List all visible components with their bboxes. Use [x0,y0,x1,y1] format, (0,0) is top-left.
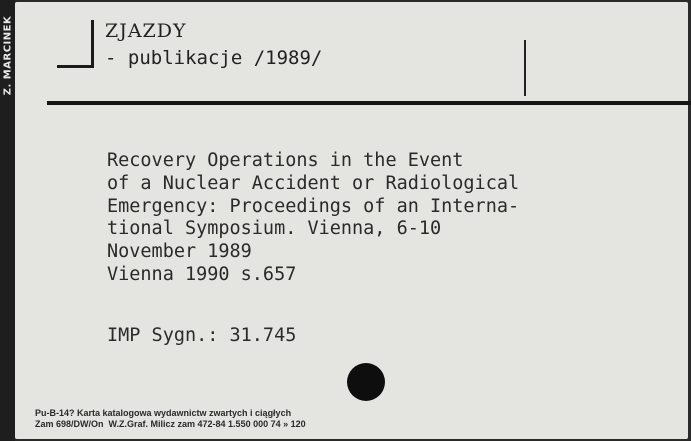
horizontal-rule [47,101,691,105]
card-footer [35,408,306,430]
footer-line: Pu-B-14? Karta katalogowa wydawnictw zwartych i ciągłych [35,408,292,418]
call-number: IMP Sygn.: 31.745 [107,325,297,346]
body-line: tional Symposium. Vienna, 6-10 [107,218,442,240]
vertical-rule [524,40,526,96]
side-label-text: Z. MARCINEK [2,15,14,96]
punch-hole [347,363,385,401]
card-body [107,150,519,287]
card-subheading: - publikacje /1989/ [105,47,323,69]
body-line: Vienna 1990 s.657 [107,263,297,285]
side-label [0,0,15,441]
catalog-card [15,2,688,439]
body-line: of a Nuclear Accident or Radiological [107,172,520,194]
card-heading: ZJAZDY [105,20,187,42]
body-line: Recovery Operations in the Event [107,150,464,171]
body-line: Emergency: Proceedings of an Interna- [107,195,520,217]
corner-mark-horizontal [57,65,94,68]
body-line: November 1989 [107,241,252,263]
footer-line: Zam 698/DW/On W.Z.Graf. Milicz zam 472-84 1.550 000 74 » 120 [35,419,306,429]
corner-mark-vertical [91,20,94,68]
